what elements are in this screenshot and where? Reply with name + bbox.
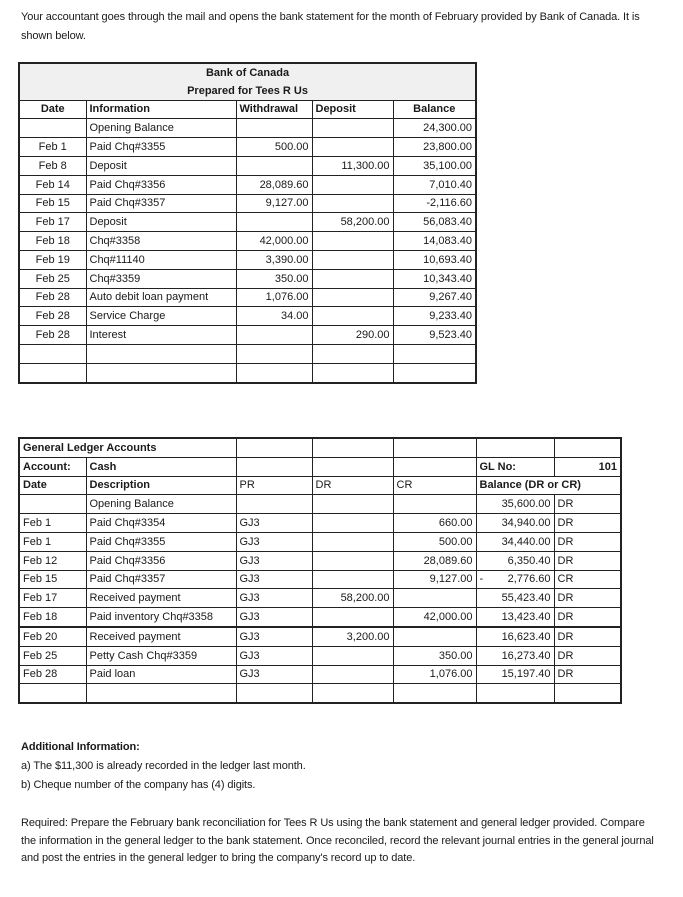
cell-pr: GJ3 <box>236 514 312 533</box>
cell-date <box>19 363 86 382</box>
bank-row <box>19 213 476 232</box>
bank-row <box>19 119 476 138</box>
cell-balance: 7,010.40 <box>393 175 476 194</box>
cell-balance-type: DR <box>554 514 621 533</box>
cell-information: Paid Chq#3355 <box>86 138 236 157</box>
cell-dr <box>312 608 393 627</box>
bank-title: Bank of Canada <box>19 63 476 82</box>
cell-balance-value: 2,776.60 <box>507 573 551 586</box>
cell-balance-type: DR <box>554 665 621 684</box>
ledger-row <box>19 684 621 703</box>
general-ledger-table <box>18 437 622 704</box>
cell-deposit <box>312 119 393 138</box>
header-balance: Balance <box>393 100 476 119</box>
cell-balance <box>476 646 554 665</box>
cell-information: Deposit <box>86 213 236 232</box>
cell-pr: GJ3 <box>236 608 312 627</box>
cell-pr: GJ3 <box>236 570 312 589</box>
cell-balance <box>476 514 554 533</box>
cell-balance-type: DR <box>554 627 621 646</box>
cell-cr: 9,127.00 <box>393 570 476 589</box>
additional-info-item-a: a) The $11,300 is already recorded in the ledger last month. <box>21 760 306 772</box>
cell-deposit <box>312 232 393 251</box>
cell-balance-type: DR <box>554 608 621 627</box>
cell-balance-value: 35,600.00 <box>501 498 551 511</box>
ledger-title: General Ledger Accounts <box>19 438 236 457</box>
cell-date: Feb 14 <box>19 175 86 194</box>
cell-information <box>86 363 236 382</box>
bank-header-row <box>19 100 476 119</box>
cell-date: Feb 15 <box>19 570 86 589</box>
bank-row <box>19 363 476 382</box>
cell-date: Feb 28 <box>19 307 86 326</box>
cell-balance <box>476 570 554 589</box>
cell-withdrawal <box>236 326 312 345</box>
cell-withdrawal: 3,390.00 <box>236 250 312 269</box>
cell-balance <box>476 551 554 570</box>
header-date: Date <box>19 100 86 119</box>
cell-balance: 23,800.00 <box>393 138 476 157</box>
intro-paragraph: Your accountant goes through the mail and opens the bank statement for the month of February provided by Bank of Canada. It is shown below. <box>21 11 640 42</box>
cell-balance <box>393 344 476 363</box>
ledger-header-row <box>19 476 621 495</box>
cell-balance-value: 13,423.40 <box>501 611 551 624</box>
ledger-row <box>19 627 621 646</box>
cell-dr: 3,200.00 <box>312 627 393 646</box>
cell-deposit <box>312 269 393 288</box>
cell-balance-value: 6,350.40 <box>507 554 551 567</box>
cell-deposit <box>312 250 393 269</box>
ledger-row <box>19 551 621 570</box>
cell-balance-type: CR <box>554 570 621 589</box>
cell-date <box>19 344 86 363</box>
cell-information: Paid Chq#3356 <box>86 175 236 194</box>
cell-deposit <box>312 194 393 213</box>
cell-description: Paid loan <box>86 665 236 684</box>
cell-description: Received payment <box>86 627 236 646</box>
cell-withdrawal: 9,127.00 <box>236 194 312 213</box>
cell-date: Feb 28 <box>19 665 86 684</box>
cell-description: Paid inventory Chq#3358 <box>86 608 236 627</box>
cell-deposit <box>312 288 393 307</box>
additional-info-heading: Additional Information: <box>21 741 140 753</box>
cell-balance: 10,343.40 <box>393 269 476 288</box>
cell-withdrawal <box>236 363 312 382</box>
header-deposit: Deposit <box>312 100 393 119</box>
bank-subtitle: Prepared for Tees R Us <box>19 82 476 100</box>
cell-balance <box>476 532 554 551</box>
cell-date <box>19 684 86 703</box>
cell-balance: 24,300.00 <box>393 119 476 138</box>
cell-description: Petty Cash Chq#3359 <box>86 646 236 665</box>
cell-withdrawal: 350.00 <box>236 269 312 288</box>
cell-withdrawal <box>236 156 312 175</box>
cell-pr <box>236 495 312 514</box>
ledger-row <box>19 495 621 514</box>
cell-date: Feb 19 <box>19 250 86 269</box>
cell-date: Feb 28 <box>19 326 86 345</box>
cell-cr: 660.00 <box>393 514 476 533</box>
cell-cr: 1,076.00 <box>393 665 476 684</box>
cell-pr: GJ3 <box>236 532 312 551</box>
cell-cr: 500.00 <box>393 532 476 551</box>
cell-date: Feb 15 <box>19 194 86 213</box>
cell-balance: -2,116.60 <box>393 194 476 213</box>
cell-date: Feb 25 <box>19 646 86 665</box>
cell-balance-value: 55,423.40 <box>501 592 551 605</box>
ledger-row <box>19 514 621 533</box>
cell-pr: GJ3 <box>236 551 312 570</box>
ledger-row <box>19 589 621 608</box>
header-dr: DR <box>312 476 393 495</box>
cell-description: Paid Chq#3354 <box>86 514 236 533</box>
required-paragraph: Required: Prepare the February bank reconciliation for Tees R Us using the bank statement and general ledger provided. Compare the information in the general ledger to the bank statement. Once reconciled, record the relevant journal entries in the general journal and post the entries in the general ledger to bring the company's record up to date. <box>21 817 654 864</box>
cell-dr <box>312 495 393 514</box>
cell-information: Chq#3359 <box>86 269 236 288</box>
cell-balance <box>476 627 554 646</box>
cell-balance-type <box>554 684 621 703</box>
cell-date: Feb 17 <box>19 589 86 608</box>
cell-description: Paid Chq#3356 <box>86 551 236 570</box>
cell-balance: 9,523.40 <box>393 326 476 345</box>
cell-balance <box>476 665 554 684</box>
header-balance: Balance (DR or CR) <box>476 476 621 495</box>
cell-information: Auto debit loan payment <box>86 288 236 307</box>
cell-dr: 58,200.00 <box>312 589 393 608</box>
cell-cr <box>393 627 476 646</box>
cell-balance: 56,083.40 <box>393 213 476 232</box>
ledger-row <box>19 532 621 551</box>
cell-description: Received payment <box>86 589 236 608</box>
cell-information: Paid Chq#3357 <box>86 194 236 213</box>
gl-label: GL No: <box>476 457 554 476</box>
cell-withdrawal <box>236 119 312 138</box>
cell-balance-type: DR <box>554 532 621 551</box>
cell-description: Paid Chq#3357 <box>86 570 236 589</box>
bank-row <box>19 326 476 345</box>
cell-date: Feb 25 <box>19 269 86 288</box>
bank-row <box>19 175 476 194</box>
cell-withdrawal: 34.00 <box>236 307 312 326</box>
cell-pr: GJ3 <box>236 646 312 665</box>
cell-information: Opening Balance <box>86 119 236 138</box>
account-label: Account: <box>19 457 86 476</box>
bank-row <box>19 269 476 288</box>
cell-cr <box>393 684 476 703</box>
cell-deposit <box>312 344 393 363</box>
cell-deposit: 58,200.00 <box>312 213 393 232</box>
cell-date: Feb 1 <box>19 532 86 551</box>
header-information: Information <box>86 100 236 119</box>
cell-pr: GJ3 <box>236 627 312 646</box>
ledger-row <box>19 570 621 589</box>
cell-deposit <box>312 307 393 326</box>
bank-row <box>19 344 476 363</box>
cell-information <box>86 344 236 363</box>
cell-deposit <box>312 363 393 382</box>
cell-pr: GJ3 <box>236 589 312 608</box>
cell-withdrawal <box>236 344 312 363</box>
cell-balance: 14,083.40 <box>393 232 476 251</box>
cell-description: Opening Balance <box>86 495 236 514</box>
cell-balance <box>476 684 554 703</box>
cell-date: Feb 12 <box>19 551 86 570</box>
cell-balance-value: 34,940.00 <box>501 517 551 530</box>
cell-balance-value: 16,273.40 <box>501 649 551 662</box>
cell-dr <box>312 665 393 684</box>
cell-deposit <box>312 175 393 194</box>
cell-date: Feb 1 <box>19 138 86 157</box>
additional-information <box>21 738 661 795</box>
cell-date: Feb 17 <box>19 213 86 232</box>
cell-balance-type: DR <box>554 551 621 570</box>
cell-balance: 35,100.00 <box>393 156 476 175</box>
cell-balance-value: 34,440.00 <box>501 535 551 548</box>
cell-cr: 42,000.00 <box>393 608 476 627</box>
cell-date <box>19 119 86 138</box>
cell-date <box>19 495 86 514</box>
gl-number: 101 <box>554 457 621 476</box>
header-pr: PR <box>236 476 312 495</box>
cell-cr: 350.00 <box>393 646 476 665</box>
cell-information: Interest <box>86 326 236 345</box>
cell-balance-type: DR <box>554 589 621 608</box>
cell-information: Chq#3358 <box>86 232 236 251</box>
header-withdrawal: Withdrawal <box>236 100 312 119</box>
account-name: Cash <box>86 457 236 476</box>
cell-dr <box>312 551 393 570</box>
cell-balance <box>476 608 554 627</box>
cell-balance <box>393 363 476 382</box>
cell-cr <box>393 495 476 514</box>
cell-cr: 28,089.60 <box>393 551 476 570</box>
cell-dr <box>312 532 393 551</box>
cell-description: Paid Chq#3355 <box>86 532 236 551</box>
cell-date: Feb 8 <box>19 156 86 175</box>
bank-row <box>19 156 476 175</box>
cell-date: Feb 18 <box>19 232 86 251</box>
bank-row <box>19 194 476 213</box>
cell-balance: 9,233.40 <box>393 307 476 326</box>
cell-withdrawal: 42,000.00 <box>236 232 312 251</box>
cell-balance-type: DR <box>554 646 621 665</box>
cell-balance-type: DR <box>554 495 621 514</box>
cell-cr <box>393 589 476 608</box>
cell-balance-value: 16,623.40 <box>501 630 551 643</box>
cell-withdrawal: 1,076.00 <box>236 288 312 307</box>
header-cr: CR <box>393 476 476 495</box>
bank-row <box>19 250 476 269</box>
cell-balance <box>476 589 554 608</box>
bank-row <box>19 232 476 251</box>
cell-information: Chq#11140 <box>86 250 236 269</box>
cell-withdrawal: 28,089.60 <box>236 175 312 194</box>
cell-balance: 9,267.40 <box>393 288 476 307</box>
cell-date: Feb 18 <box>19 608 86 627</box>
cell-date: Feb 28 <box>19 288 86 307</box>
header-date: Date <box>19 476 86 495</box>
ledger-row <box>19 646 621 665</box>
cell-balance <box>476 495 554 514</box>
cell-balance-sign: - <box>479 573 484 586</box>
cell-information: Deposit <box>86 156 236 175</box>
cell-deposit: 290.00 <box>312 326 393 345</box>
cell-deposit <box>312 138 393 157</box>
cell-dr <box>312 514 393 533</box>
cell-pr <box>236 684 312 703</box>
bank-row <box>19 307 476 326</box>
cell-withdrawal: 500.00 <box>236 138 312 157</box>
cell-withdrawal <box>236 213 312 232</box>
cell-balance-value: 15,197.40 <box>501 668 551 681</box>
cell-dr <box>312 570 393 589</box>
bank-row <box>19 138 476 157</box>
cell-date: Feb 1 <box>19 514 86 533</box>
cell-deposit: 11,300.00 <box>312 156 393 175</box>
cell-dr <box>312 646 393 665</box>
cell-date: Feb 20 <box>19 627 86 646</box>
cell-dr <box>312 684 393 703</box>
ledger-row <box>19 608 621 627</box>
cell-pr: GJ3 <box>236 665 312 684</box>
cell-description <box>86 684 236 703</box>
cell-balance: 10,693.40 <box>393 250 476 269</box>
bank-statement-table <box>18 62 477 384</box>
additional-info-item-b: b) Cheque number of the company has (4) digits. <box>21 779 256 791</box>
header-description: Description <box>86 476 236 495</box>
bank-row <box>19 288 476 307</box>
ledger-row <box>19 665 621 684</box>
cell-information: Service Charge <box>86 307 236 326</box>
